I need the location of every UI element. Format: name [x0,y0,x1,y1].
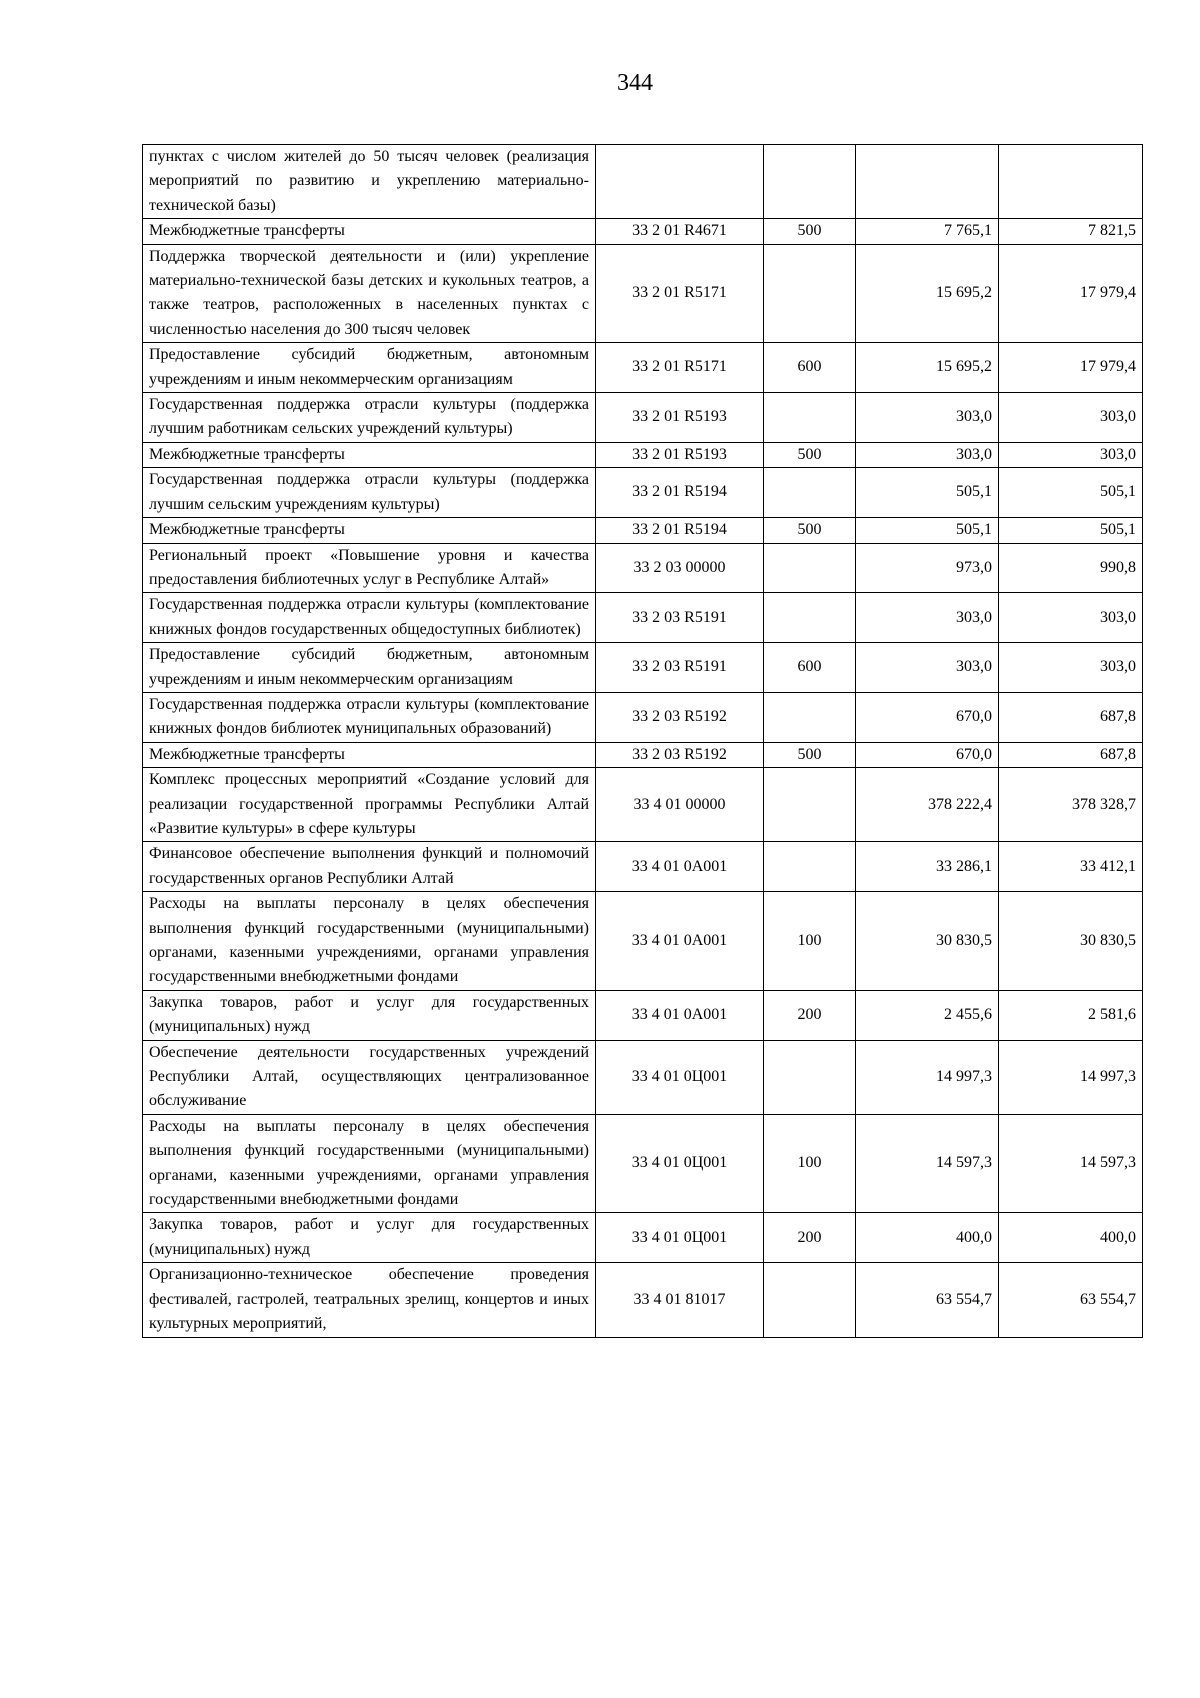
row-amount-year1-cell: 14 597,3 [856,1114,999,1213]
row-name-cell: Закупка товаров, работ и услуг для государственных (муниципальных) нужд [143,1213,596,1263]
row-amount-year2-cell: 33 412,1 [999,842,1143,892]
row-name-cell: Межбюджетные трансферты [143,442,596,467]
row-name-cell: Организационно-техническое обеспечение проведения фестивалей, гастролей, театральных зрелищ, концертов и иных культурных мероприятий, [143,1263,596,1337]
row-amount-year1-cell: 2 455,6 [856,990,999,1040]
table-row [143,842,1143,892]
row-code-cell: 33 4 01 0А001 [596,990,764,1040]
row-amount-year1-cell: 303,0 [856,393,999,443]
row-amount-year1-cell: 973,0 [856,543,999,593]
row-code-cell: 33 4 01 00000 [596,768,764,842]
row-amount-year2-cell: 505,1 [999,518,1143,543]
budget-table-body [143,145,1143,1338]
row-code-cell: 33 4 01 0Ц001 [596,1040,764,1114]
row-expense-type-cell [764,842,856,892]
row-name-cell: Расходы на выплаты персоналу в целях обеспечения выполнения функций государственными (муниципальными) органами, казенными учреждениями, органами управления государственными внебюджетными фондами [143,892,596,991]
table-row [143,1114,1143,1213]
row-name-cell: Расходы на выплаты персоналу в целях обеспечения выполнения функций государственными (муниципальными) органами, казенными учреждениями, органами управления государственными внебюджетными фондами [143,1114,596,1213]
row-amount-year1-cell: 303,0 [856,643,999,693]
row-name-cell: Государственная поддержка отрасли культуры (поддержка лучшим работникам сельских учреждений культуры) [143,393,596,443]
row-expense-type-cell [764,692,856,742]
row-amount-year1-cell: 33 286,1 [856,842,999,892]
row-name-cell: Комплекс процессных мероприятий «Создание условий для реализации государственной программы Республики Алтай «Развитие культуры» в сфере культуры [143,768,596,842]
row-amount-year2-cell: 14 997,3 [999,1040,1143,1114]
row-code-cell: 33 2 03 00000 [596,543,764,593]
row-amount-year2-cell: 505,1 [999,468,1143,518]
row-name-cell: Государственная поддержка отрасли культуры (комплектование книжных фондов государственных общедоступных библиотек) [143,593,596,643]
row-amount-year1-cell: 670,0 [856,742,999,767]
row-amount-year1-cell: 63 554,7 [856,1263,999,1337]
row-name-cell: Финансовое обеспечение выполнения функций и полномочий государственных органов Республики Алтай [143,842,596,892]
table-row [143,468,1143,518]
row-code-cell: 33 4 01 0А001 [596,892,764,991]
row-amount-year1-cell: 400,0 [856,1213,999,1263]
row-expense-type-cell: 500 [764,442,856,467]
row-amount-year2-cell: 303,0 [999,643,1143,693]
row-name-cell: Предоставление субсидий бюджетным, автономным учреждениям и иным некоммерческим организациям [143,343,596,393]
row-amount-year2-cell: 378 328,7 [999,768,1143,842]
row-expense-type-cell [764,593,856,643]
row-amount-year2-cell: 63 554,7 [999,1263,1143,1337]
row-expense-type-cell [764,543,856,593]
row-amount-year1-cell: 30 830,5 [856,892,999,991]
row-name-cell: Региональный проект «Повышение уровня и качества предоставления библиотечных услуг в Республике Алтай» [143,543,596,593]
row-amount-year2-cell: 303,0 [999,393,1143,443]
row-name-cell: Государственная поддержка отрасли культуры (поддержка лучшим сельским учреждениям культуры) [143,468,596,518]
row-code-cell: 33 2 03 R5192 [596,692,764,742]
row-code-cell: 33 4 01 81017 [596,1263,764,1337]
row-code-cell: 33 4 01 0А001 [596,842,764,892]
row-amount-year2-cell: 17 979,4 [999,244,1143,343]
table-row [143,1263,1143,1337]
row-expense-type-cell [764,768,856,842]
table-row [143,518,1143,543]
row-expense-type-cell [764,1263,856,1337]
row-code-cell: 33 2 01 R5171 [596,244,764,343]
page-number: 344 [617,70,653,96]
table-row [143,692,1143,742]
row-expense-type-cell: 500 [764,518,856,543]
table-row [143,543,1143,593]
row-expense-type-cell [764,393,856,443]
row-code-cell: 33 4 01 0Ц001 [596,1114,764,1213]
row-amount-year1-cell: 505,1 [856,468,999,518]
row-expense-type-cell: 200 [764,1213,856,1263]
row-expense-type-cell [764,145,856,219]
budget-table [142,144,1143,1338]
row-code-cell: 33 2 01 R4671 [596,219,764,244]
row-amount-year2-cell: 30 830,5 [999,892,1143,991]
row-code-cell: 33 2 03 R5191 [596,643,764,693]
table-row [143,768,1143,842]
row-amount-year1-cell: 505,1 [856,518,999,543]
row-expense-type-cell: 500 [764,219,856,244]
table-row [143,244,1143,343]
row-name-cell: Межбюджетные трансферты [143,742,596,767]
row-amount-year2-cell: 2 581,6 [999,990,1143,1040]
table-row [143,643,1143,693]
row-amount-year2-cell: 303,0 [999,593,1143,643]
row-expense-type-cell: 100 [764,1114,856,1213]
table-row [143,742,1143,767]
row-code-cell: 33 2 03 R5191 [596,593,764,643]
table-row [143,442,1143,467]
row-code-cell: 33 2 01 R5194 [596,468,764,518]
row-amount-year1-cell: 7 765,1 [856,219,999,244]
row-code-cell: 33 4 01 0Ц001 [596,1213,764,1263]
row-amount-year1-cell: 303,0 [856,593,999,643]
row-name-cell: Закупка товаров, работ и услуг для государственных (муниципальных) нужд [143,990,596,1040]
row-amount-year2-cell: 687,8 [999,692,1143,742]
row-amount-year2-cell: 14 597,3 [999,1114,1143,1213]
row-expense-type-cell: 600 [764,643,856,693]
table-row [143,593,1143,643]
row-name-cell: пунктах с числом жителей до 50 тысяч человек (реализация мероприятий по развитию и укреплению материально-технической базы) [143,145,596,219]
row-code-cell: 33 2 01 R5193 [596,393,764,443]
row-amount-year1-cell: 15 695,2 [856,244,999,343]
row-amount-year1-cell: 14 997,3 [856,1040,999,1114]
row-name-cell: Обеспечение деятельности государственных учреждений Республики Алтай, осуществляющих централизованное обслуживание [143,1040,596,1114]
row-code-cell [596,145,764,219]
table-row [143,145,1143,219]
row-amount-year1-cell: 378 222,4 [856,768,999,842]
table-row [143,990,1143,1040]
row-amount-year1-cell [856,145,999,219]
row-expense-type-cell [764,468,856,518]
row-code-cell: 33 2 03 R5192 [596,742,764,767]
row-expense-type-cell: 600 [764,343,856,393]
row-name-cell: Межбюджетные трансферты [143,518,596,543]
row-name-cell: Предоставление субсидий бюджетным, автономным учреждениям и иным некоммерческим организациям [143,643,596,693]
row-amount-year2-cell: 400,0 [999,1213,1143,1263]
row-amount-year2-cell: 17 979,4 [999,343,1143,393]
row-amount-year2-cell: 990,8 [999,543,1143,593]
row-expense-type-cell [764,1040,856,1114]
table-row [143,219,1143,244]
row-name-cell: Государственная поддержка отрасли культуры (комплектование книжных фондов библиотек муниципальных образований) [143,692,596,742]
row-amount-year1-cell: 15 695,2 [856,343,999,393]
row-amount-year2-cell [999,145,1143,219]
row-expense-type-cell: 200 [764,990,856,1040]
row-amount-year1-cell: 670,0 [856,692,999,742]
table-row [143,1213,1143,1263]
row-name-cell: Межбюджетные трансферты [143,219,596,244]
table-row [143,393,1143,443]
row-amount-year2-cell: 303,0 [999,442,1143,467]
row-code-cell: 33 2 01 R5171 [596,343,764,393]
row-expense-type-cell [764,244,856,343]
row-amount-year1-cell: 303,0 [856,442,999,467]
row-amount-year2-cell: 687,8 [999,742,1143,767]
table-row [143,892,1143,991]
table-row [143,343,1143,393]
row-expense-type-cell: 100 [764,892,856,991]
table-row [143,1040,1143,1114]
row-amount-year2-cell: 7 821,5 [999,219,1143,244]
row-code-cell: 33 2 01 R5194 [596,518,764,543]
row-code-cell: 33 2 01 R5193 [596,442,764,467]
row-expense-type-cell: 500 [764,742,856,767]
row-name-cell: Поддержка творческой деятельности и (или) укрепление материально-технической базы детских и кукольных театров, а также театров, расположенных в населенных пунктах с численностью населения до 300 тысяч человек [143,244,596,343]
